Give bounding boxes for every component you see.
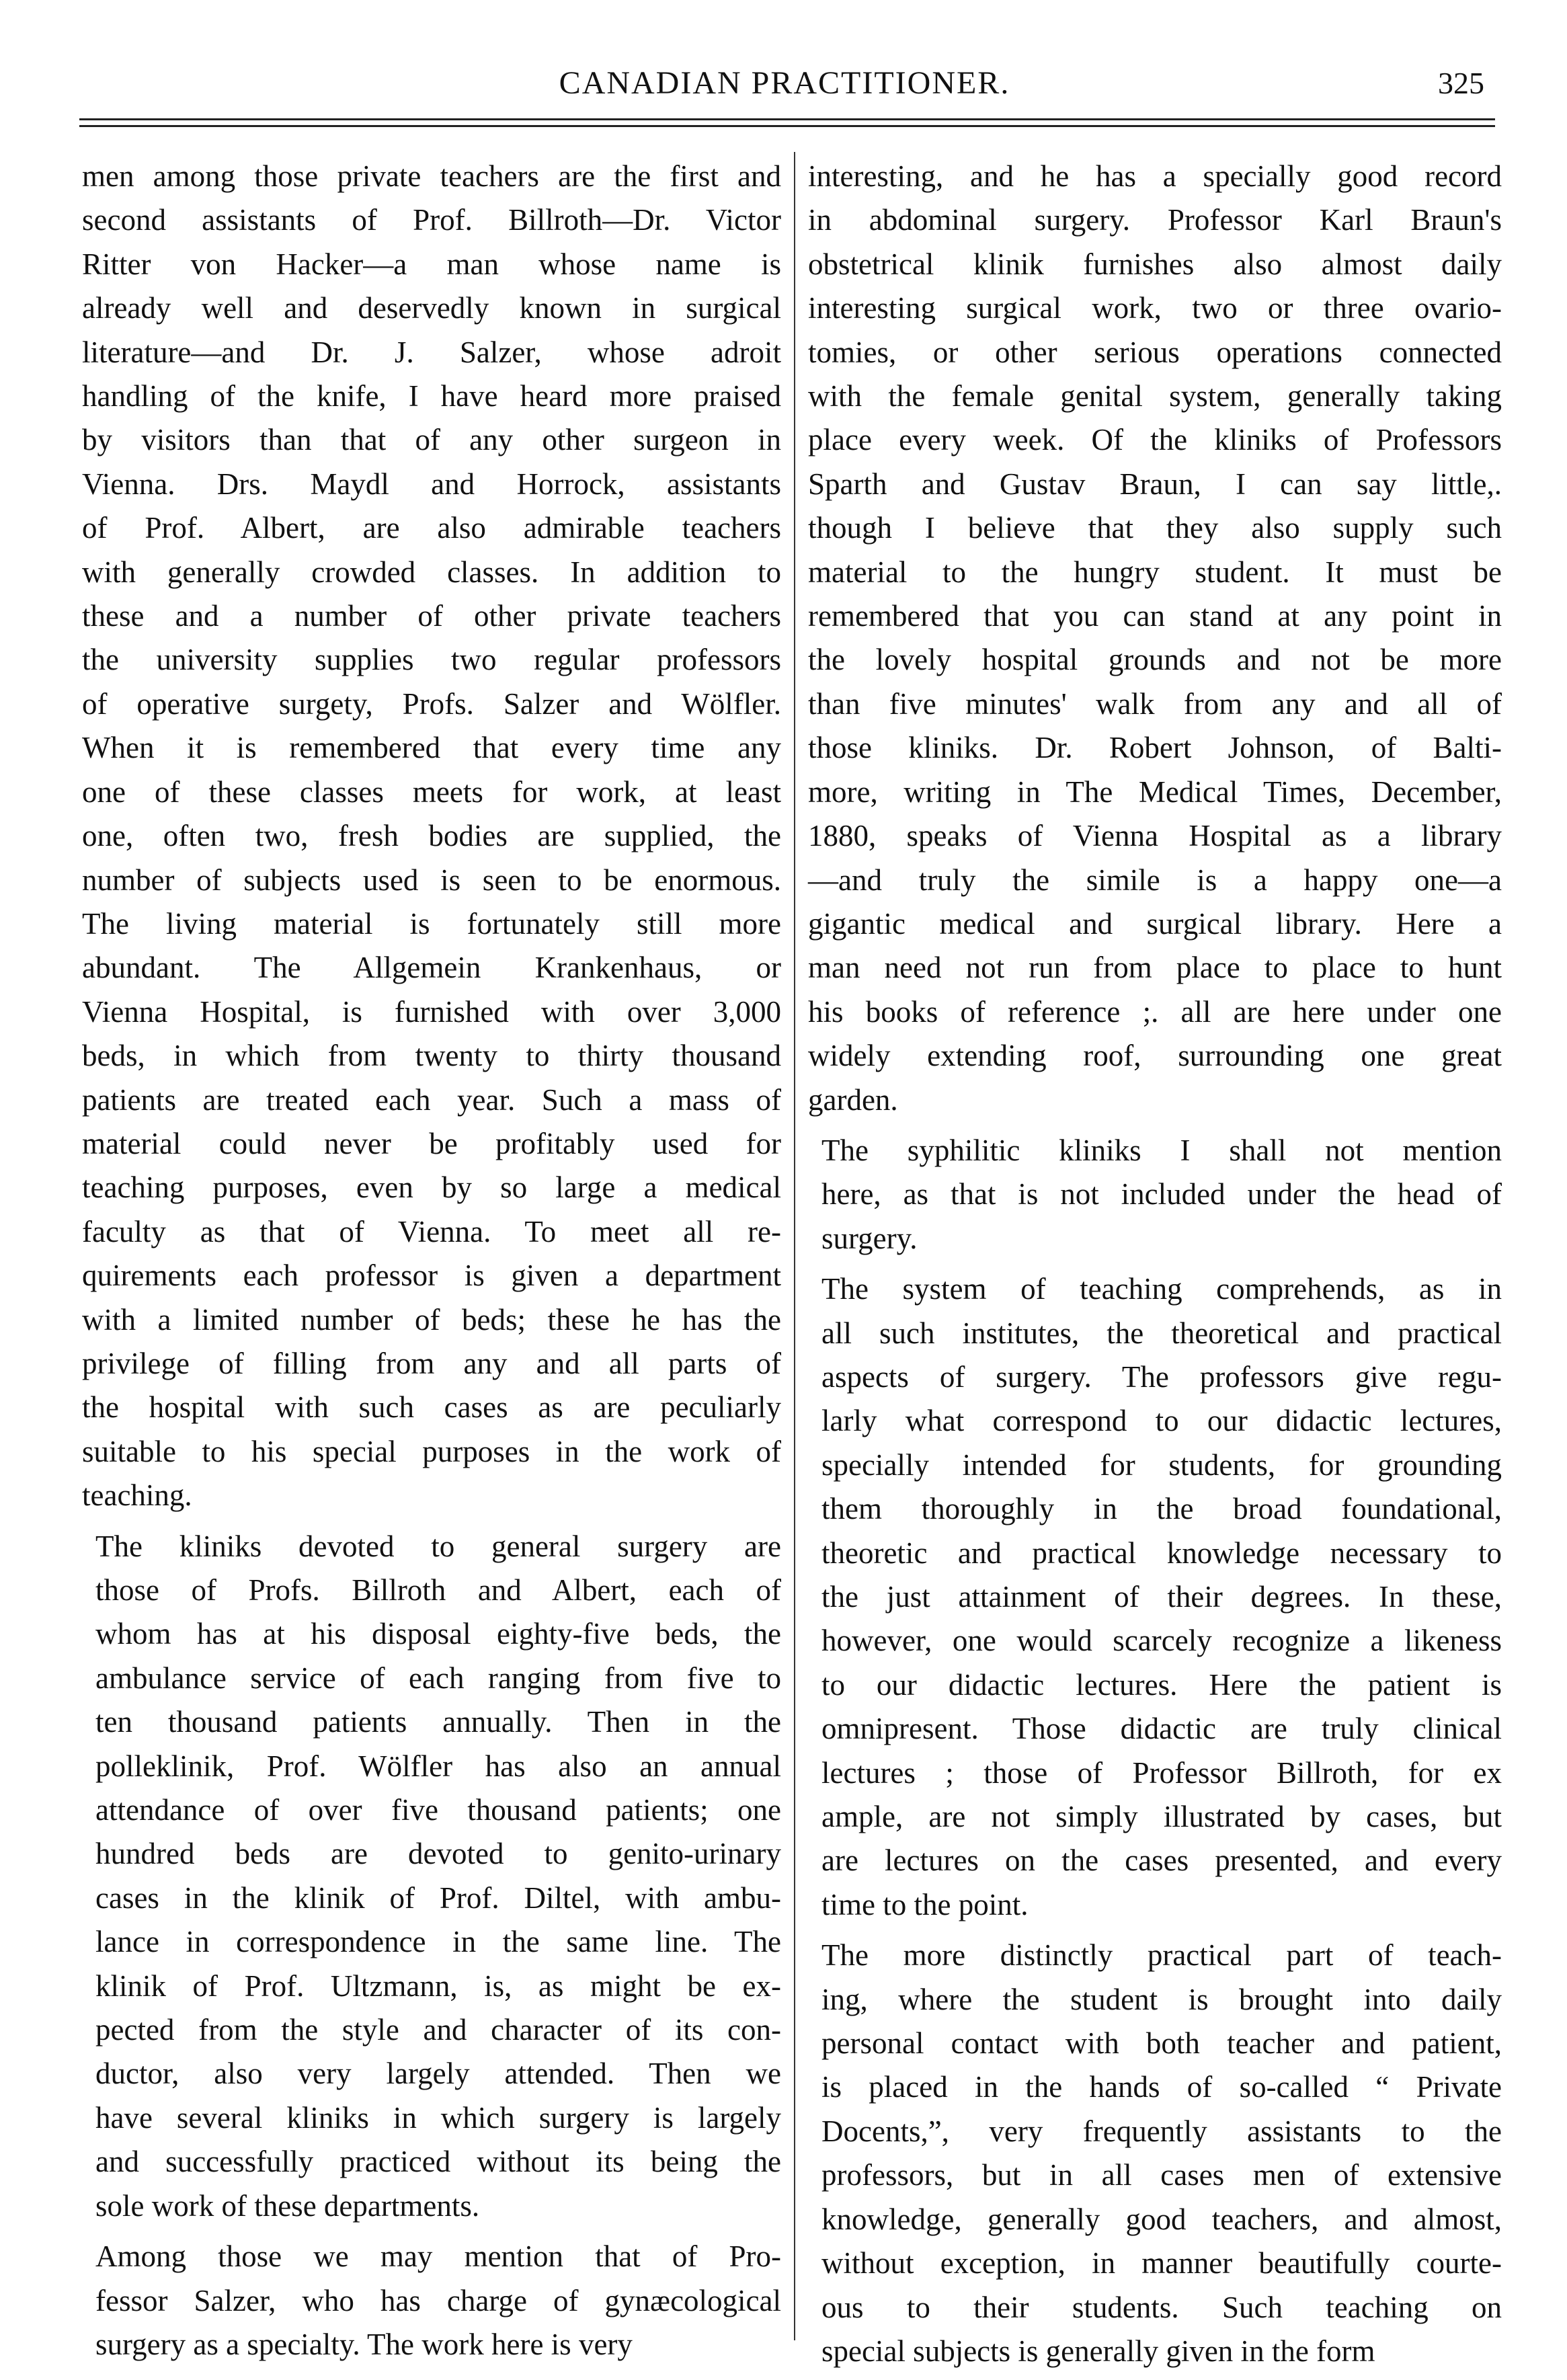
text-line: whom has at his disposal eighty-five beds, the (95, 1617, 781, 1651)
text-line: The system of teaching comprehends, as in (821, 1272, 1502, 1306)
text-line: the lovely hospital grounds and not be more (808, 643, 1502, 677)
text-line: literature—and Dr. J. Salzer, whose adroit (82, 335, 781, 369)
text-line: is placed in the hands of so-called “ Private (821, 2070, 1502, 2104)
text-line: number of subjects used is seen to be enormous. (82, 863, 781, 897)
text-line: The more distinctly practical part of teach- (821, 1938, 1502, 1973)
paragraph (82, 1525, 781, 2229)
paragraph (808, 1129, 1502, 1261)
text-line: though I believe that they also supply such (808, 511, 1502, 545)
text-line: men among those private teachers are the first and (82, 159, 781, 193)
text-line: theoretic and practical knowledge necessary to (821, 1536, 1502, 1570)
text-line: here, as that is not included under the head of (821, 1177, 1502, 1212)
text-line: omnipresent. Those didactic are truly clinical (821, 1712, 1502, 1746)
text-line: man need not run from place to place to hunt (808, 951, 1502, 985)
text-line: place every week. Of the kliniks of Professors (808, 423, 1502, 457)
paragraph (82, 2235, 781, 2367)
text-line: however, one would scarcely recognize a likeness (821, 1624, 1502, 1658)
text-line: ductor, also very largely attended. Then we (95, 2057, 781, 2091)
text-line: obstetrical klinik furnishes also almost daily (808, 247, 1502, 281)
text-line: by visitors than that of any other surgeon in (82, 423, 781, 457)
text-line: teaching purposes, even by so large a medical (82, 1171, 781, 1205)
text-line: Ritter von Hacker—a man whose name is (82, 247, 781, 281)
text-line: with a limited number of beds; these he has the (82, 1302, 781, 1337)
text-line: interesting surgical work, two or three ovario- (808, 291, 1502, 325)
text-line: ambulance service of each ranging from five to (95, 1661, 781, 1695)
text-line: specially intended for students, for grounding (821, 1447, 1502, 1482)
paragraph (808, 1934, 1502, 2373)
right-column (808, 155, 1502, 2380)
text-line: patients are treated each year. Such a mass of (82, 1082, 781, 1117)
paragraph (82, 155, 781, 1518)
text-line: ing, where the student is brought into daily (821, 1982, 1502, 2016)
text-line: the hospital with such cases as are peculiarly (82, 1390, 781, 1425)
text-line: garden. (808, 1082, 898, 1117)
text-line: aspects of surgery. The professors give regu- (821, 1359, 1502, 1394)
text-line: are lectures on the cases presented, and every (821, 1843, 1502, 1878)
text-line: already well and deservedly known in surgical (82, 291, 781, 325)
text-line: polleklinik, Prof. Wölfler has also an annual (95, 1749, 781, 1783)
text-line: faculty as that of Vienna. To meet all re- (82, 1214, 781, 1248)
text-line: teaching. (82, 1478, 192, 1513)
paragraph (808, 1267, 1502, 1927)
text-line: those of Profs. Billroth and Albert, each of (95, 1573, 781, 1607)
text-line: lectures ; those of Professor Billroth, for ex (821, 1755, 1502, 1790)
column-divider (794, 152, 795, 2340)
text-line: professors, but in all cases men of extensive (821, 2158, 1502, 2192)
text-line: time to the point. (821, 1887, 1029, 1921)
text-line: to our didactic lectures. Here the patient is (821, 1667, 1502, 1702)
text-line: The syphilitic kliniks I shall not mention (821, 1133, 1502, 1167)
page-number: 325 (1438, 66, 1484, 100)
header-rule-top (79, 118, 1495, 120)
text-line: surgery as a specialty. The work here is very (95, 2327, 633, 2361)
text-line: ample, are not simply illustrated by cases, but (821, 1800, 1502, 1834)
text-line: The kliniks devoted to general surgery are (95, 1529, 781, 1563)
text-line: with generally crowded classes. In addition to (82, 555, 781, 589)
text-line: remembered that you can stand at any point in (808, 599, 1502, 633)
text-line: those kliniks. Dr. Robert Johnson, of Balti- (808, 731, 1502, 765)
text-line: with the female genital system, generally taking (808, 379, 1502, 413)
text-line: beds, in which from twenty to thirty thousand (82, 1039, 781, 1073)
text-line: pected from the style and character of its con- (95, 2013, 781, 2047)
text-line: in abdominal surgery. Professor Karl Braun's (808, 203, 1502, 237)
text-line: hundred beds are devoted to genito-urinary (95, 1837, 781, 1871)
left-column (82, 155, 781, 2373)
text-line: Sparth and Gustav Braun, I can say little,. (808, 467, 1502, 501)
text-line: tomies, or other serious operations connected (808, 335, 1502, 369)
text-line: lance in correspondence in the same line. The (95, 1925, 781, 1959)
text-line: widely extending roof, surrounding one great (808, 1039, 1502, 1073)
text-line: one, often two, fresh bodies are supplied, the (82, 819, 781, 853)
text-line: the just attainment of their degrees. In these, (821, 1580, 1502, 1614)
text-line: When it is remembered that every time any (82, 731, 781, 765)
text-line: them thoroughly in the broad foundational, (821, 1492, 1502, 1526)
text-line: Docents,”, very frequently assistants to the (821, 2114, 1502, 2148)
text-line: The living material is fortunately still more (82, 906, 781, 941)
text-line: his books of reference ;. all are here under one (808, 994, 1502, 1029)
text-line: sole work of these departments. (95, 2188, 480, 2223)
text-line: Vienna Hospital, is furnished with over 3,000 (82, 994, 781, 1029)
text-line: attendance of over five thousand patients; one (95, 1793, 781, 1827)
text-line: ten thousand patients annually. Then in the (95, 1705, 781, 1739)
text-line: one of these classes meets for work, at least (82, 775, 781, 809)
text-line: special subjects is generally given in the form (821, 2334, 1375, 2368)
page-header (79, 62, 1490, 110)
text-line: material could never be profitably used for (82, 1126, 781, 1160)
running-title: CANADIAN PRACTITIONER. (559, 65, 1010, 101)
text-line: personal contact with both teacher and patient, (821, 2026, 1502, 2061)
text-line: larly what correspond to our didactic lectures, (821, 1404, 1502, 1438)
text-line: suitable to his special purposes in the work of (82, 1434, 781, 1468)
text-line: Vienna. Drs. Maydl and Horrock, assistants (82, 467, 781, 501)
text-line: fessor Salzer, who has charge of gynæcological (95, 2283, 781, 2317)
text-line: privilege of filling from any and all parts of (82, 1346, 781, 1380)
text-line: Among those we may mention that of Pro- (95, 2239, 781, 2274)
text-line: second assistants of Prof. Billroth—Dr. Victor (82, 203, 781, 237)
text-line: of operative surgety, Profs. Salzer and Wölfler. (82, 686, 781, 721)
text-line: klinik of Prof. Ultzmann, is, as might be ex- (95, 1969, 781, 2003)
text-line: quirements each professor is given a department (82, 1259, 781, 1293)
text-line: knowledge, generally good teachers, and almost, (821, 2202, 1502, 2236)
text-line: without exception, in manner beautifully courte- (821, 2246, 1502, 2280)
text-line: of Prof. Albert, are also admirable teachers (82, 511, 781, 545)
paragraph (808, 155, 1502, 1122)
text-line: than five minutes' walk from any and all of (808, 686, 1502, 721)
text-line: the university supplies two regular professors (82, 643, 781, 677)
header-rule-bottom (79, 125, 1495, 127)
text-line: surgery. (821, 1221, 918, 1255)
text-line: handling of the knife, I have heard more praised (82, 379, 781, 413)
text-line: more, writing in The Medical Times, December, (808, 775, 1502, 809)
text-line: cases in the klinik of Prof. Diltel, with ambu- (95, 1880, 781, 1915)
text-line: these and a number of other private teachers (82, 599, 781, 633)
text-line: 1880, speaks of Vienna Hospital as a library (808, 819, 1502, 853)
text-line: and successfully practiced without its being the (95, 2145, 781, 2179)
text-line: ous to their students. Such teaching on (821, 2290, 1502, 2324)
text-line: interesting, and he has a specially good record (808, 159, 1502, 193)
text-line: gigantic medical and surgical library. Here a (808, 906, 1502, 941)
text-line: abundant. The Allgemein Krankenhaus, or (82, 951, 781, 985)
text-line: all such institutes, the theoretical and practical (821, 1316, 1502, 1350)
text-line: —and truly the simile is a happy one—a (808, 863, 1502, 897)
text-line: have several kliniks in which surgery is largely (95, 2100, 781, 2135)
text-line: material to the hungry student. It must be (808, 555, 1502, 589)
